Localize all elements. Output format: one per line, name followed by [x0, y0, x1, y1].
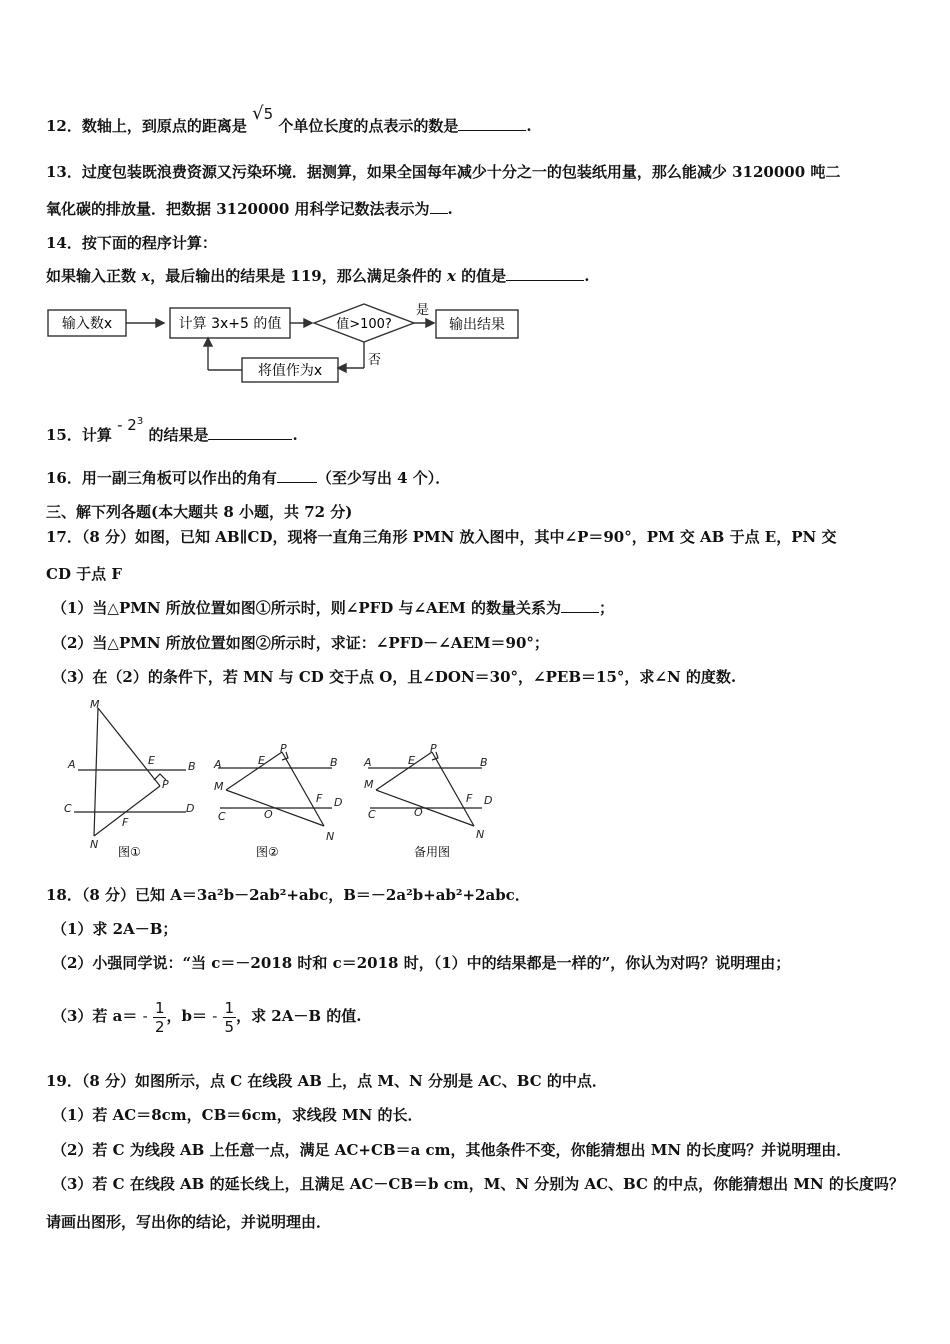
fig3-point-O: O [414, 806, 423, 819]
fig1-point-E: E [148, 754, 155, 767]
q15-exponent: 3 [136, 416, 144, 427]
fig2-point-D: D [334, 796, 343, 809]
answer-blank[interactable] [458, 116, 526, 131]
question-13-line2 [46, 199, 453, 219]
fig3-point-A: A [364, 756, 372, 769]
b-numerator: 1 [224, 998, 235, 1017]
fig3-point-F: F [466, 792, 473, 805]
period: . [447, 200, 453, 218]
semicolon: ； [598, 599, 614, 617]
flow-no-label: 否 [368, 353, 382, 368]
figure-1-caption: 图① [118, 845, 141, 859]
q16-text: 16．用一副三角板可以作出的角有 [46, 469, 277, 487]
q12-radicand: 5 [263, 105, 274, 123]
a-numerator: 1 [154, 998, 165, 1017]
a-denominator: 2 [154, 1017, 165, 1036]
q14-text-c: 的值是 [461, 267, 507, 285]
answer-blank[interactable] [506, 266, 584, 281]
fig2-point-N: N [326, 830, 335, 843]
question-17-part3: （3）在（2）的条件下，若 MN 与 CD 交于点 O，且∠DON＝30°，∠PEB＝15°，求∠N 的度数. [52, 668, 737, 686]
flow-compute-label: 计算 3x+5 的值 [178, 316, 282, 332]
fig1-point-N: N [90, 838, 99, 851]
question-15 [46, 416, 298, 445]
question-17-line1: 17．（8 分）如图，已知 AB∥CD，现将一直角三角形 PMN 放入图中，其中∠P＝90°，PM 交 AB 于点 E，PN 交 [46, 528, 837, 546]
question-13-line1: 13．过度包装既浪费资源又污染环境．据测算，如果全国每年减少十分之一的包装纸用量，那么能减少 3120000 吨二 [46, 163, 841, 181]
question-18-line1: 18．（8 分）已知 A＝3a²b－2ab²+abc，B＝－2a²b+ab²+2abc． [46, 886, 530, 904]
fig2-point-C: C [218, 810, 226, 823]
flow-yes-label: 是 [416, 303, 430, 318]
question-14-line2 [46, 266, 589, 286]
fig2-point-P: P [280, 742, 287, 755]
question-12 [46, 103, 532, 136]
fraction-a [153, 999, 167, 1036]
fig3-point-D: D [484, 794, 493, 807]
q15-base: - 2 [117, 416, 137, 434]
arrow-icon [156, 319, 164, 327]
answer-blank[interactable] [561, 598, 599, 613]
q17-p1-text: （1）当△PMN 所放位置如图①所示时，则∠PFD 与∠AEM 的数量关系为 [52, 599, 561, 617]
q15-text: 15．计算 [46, 426, 112, 444]
arrow-icon [338, 364, 346, 372]
arrow-icon [204, 338, 212, 346]
q12-text: 12．数轴上，到原点的距离是 [46, 117, 247, 135]
fig2-point-F: F [316, 792, 323, 805]
q17-figures [56, 696, 506, 866]
period: . [584, 267, 590, 285]
q16-text-2: （至少写出 4 个）． [316, 469, 451, 487]
fig1-point-P: P [162, 778, 169, 791]
flow-decision-label: 值>100? [336, 317, 392, 332]
q13-text: 氧化碳的排放量．把数据 3120000 用科学记数法表示为 [46, 200, 430, 218]
question-19-part2: （2）若 C 为线段 AB 上任意一点，满足 AC+CB＝a cm，其他条件不变，你能猜想出 MN 的长度吗？并说明理由． [52, 1141, 852, 1159]
var-x: x [446, 267, 456, 285]
q18-p3-text: （3）若 a＝ [52, 1007, 138, 1025]
question-17-line2: CD 于点 F [46, 565, 123, 583]
fig3-point-N: N [476, 828, 485, 841]
arrow-icon [426, 319, 434, 327]
question-18-part3 [52, 996, 362, 1036]
flow-output-label: 输出结果 [449, 317, 505, 333]
q15-expression [117, 416, 143, 434]
fig1-point-F: F [122, 816, 129, 829]
figure-2-caption: 图② [256, 845, 279, 859]
fig1-point-C: C [64, 802, 72, 815]
figure-3-caption: 备用图 [414, 845, 451, 859]
program-flowchart [44, 296, 524, 390]
q12-text-2: 个单位长度的点表示的数是 [278, 117, 459, 135]
b-sign: - [212, 1007, 218, 1025]
section-3-heading: 三、解下列各题(本大题共 8 小题，共 72 分) [46, 503, 353, 521]
q18-p3-text-c: ，求 2A－B 的值. [236, 1007, 362, 1025]
fig3-point-P: P [430, 742, 437, 755]
period: . [292, 426, 298, 444]
fig3-point-B: B [480, 756, 488, 769]
arrow-icon [304, 319, 312, 327]
fig3-point-C: C [368, 808, 376, 821]
fig1-point-B: B [188, 760, 196, 773]
fig2-point-A: A [214, 758, 222, 771]
question-16 [46, 468, 450, 488]
question-18-part1: （1）求 2A－B； [52, 920, 178, 938]
fig3-point-E: E [408, 754, 415, 767]
q12-radical: √5 [252, 103, 274, 124]
fig3-point-M: M [364, 778, 374, 791]
var-x: x [141, 267, 151, 285]
fig2-point-B: B [330, 756, 338, 769]
fig1-point-M: M [90, 698, 100, 711]
fig1-point-A: A [68, 758, 76, 771]
q14-text-b: ，最后输出的结果是 119，那么满足条件的 [150, 267, 442, 285]
fraction-b [223, 999, 237, 1036]
answer-blank[interactable] [430, 199, 448, 214]
figure-3 [368, 752, 482, 826]
answer-blank[interactable] [208, 425, 292, 440]
fig2-point-E: E [258, 754, 265, 767]
question-19-part3: （3）若 C 在线段 AB 的延长线上，且满足 AC－CB＝b cm，M、N 分别为 AC、BC 的中点，你能猜想出 MN 的长度吗？ [52, 1175, 904, 1193]
flow-input-label: 输入数x [61, 316, 113, 332]
period: . [526, 117, 532, 135]
a-sign: - [142, 1007, 148, 1025]
flow-loop-label: 将值作为x [257, 363, 323, 379]
fig1-point-D: D [186, 802, 195, 815]
fig2-point-M: M [214, 780, 224, 793]
question-19-part1: （1）若 AC＝8cm，CB＝6cm，求线段 MN 的长． [52, 1106, 423, 1124]
q14-text: 如果输入正数 [46, 267, 137, 285]
question-18-part2: （2）小强同学说：“当 c＝－2018 时和 c＝2018 时，（1）中的结果都是一样的”，你认为对吗？说明理由； [52, 954, 791, 972]
q15-text-2: 的结果是 [148, 426, 209, 444]
figure-2 [218, 752, 332, 826]
q18-p3-text-b: ，b＝ [166, 1007, 207, 1025]
fig2-point-O: O [264, 808, 273, 821]
question-17-part2: （2）当△PMN 所放位置如图②所示时，求证：∠PFD－∠AEM＝90°； [52, 634, 549, 652]
question-17-part1 [52, 598, 614, 618]
question-19-part3-cont: 请画出图形，写出你的结论，并说明理由． [46, 1213, 332, 1231]
figure-1 [74, 708, 186, 836]
answer-blank[interactable] [277, 468, 317, 483]
question-19-line1: 19．（8 分）如图所示，点 C 在线段 AB 上，点 M、N 分别是 AC、BC 的中点． [46, 1072, 607, 1090]
b-denominator: 5 [224, 1017, 235, 1036]
question-14-line1: 14．按下面的程序计算： [46, 234, 217, 252]
